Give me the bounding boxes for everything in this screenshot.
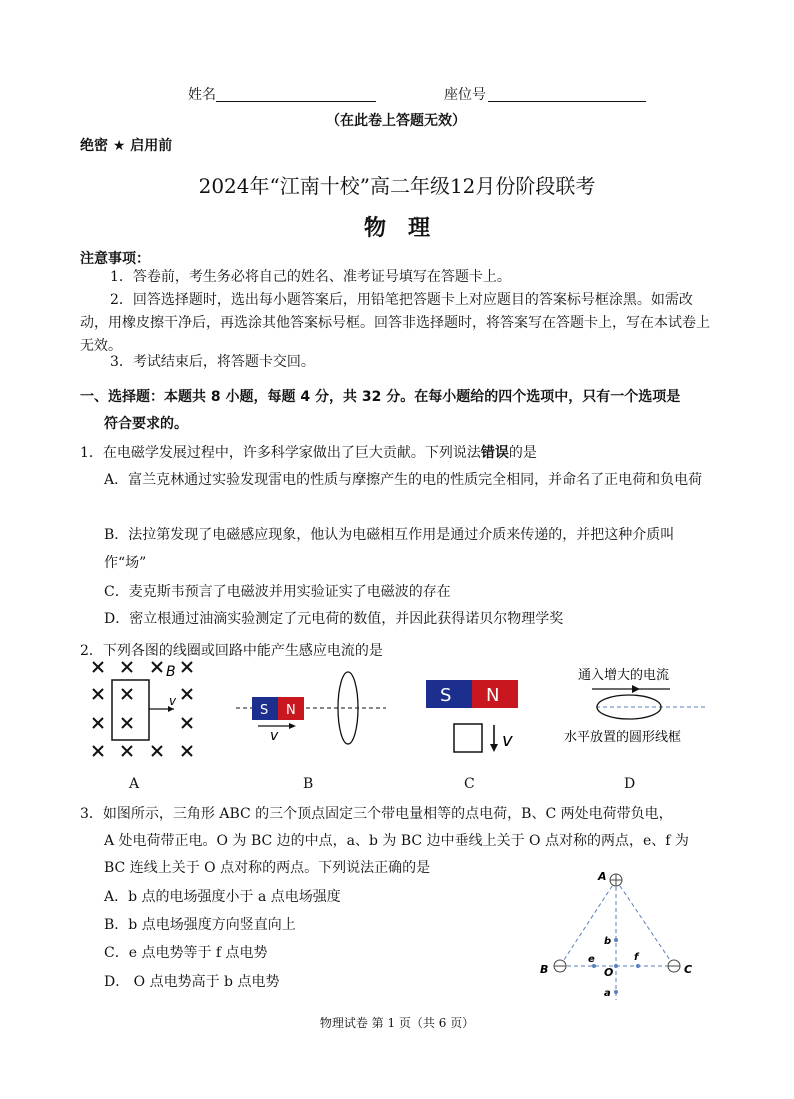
label-c-vertex: C — [684, 963, 693, 976]
magnet-n-label: N — [486, 685, 500, 706]
label-b-point: b — [604, 936, 612, 947]
q3-line-2: A 处电荷带正电。O 为 BC 边的中点，a、b 为 BC 边中垂线上关于 O 点对称的两点，e、f 为 — [104, 833, 689, 849]
label-a-point: a — [604, 988, 611, 999]
point-o-dot — [614, 964, 618, 968]
q3-triangle-figure — [530, 866, 710, 1001]
point-a-dot — [614, 990, 618, 994]
seat-blank — [488, 101, 646, 102]
point-b-dot — [614, 938, 618, 942]
name-label: 姓名 — [188, 87, 216, 103]
q3-option-a: A．b 点的电场强度小于 a 点电场强度 — [104, 889, 341, 905]
label-b-vertex: B — [540, 963, 549, 976]
q2-figure-b — [236, 670, 386, 750]
q2-caption-a: A — [129, 776, 140, 792]
velocity-v-label: v — [502, 730, 513, 751]
q3-line-3: BC 连线上关于 O 点对称的两点。下列说法正确的是 — [104, 860, 431, 876]
section-heading-line-1: 一、选择题：本题共 8 小题，每题 4 分，共 32 分。在每小题给的四个选项中，只有一个选项是 — [80, 389, 681, 405]
point-f-dot — [636, 964, 640, 968]
secret-mark: 绝密 ★ 启用前 — [80, 138, 173, 154]
notice-item-3: 3．考试结束后，将答题卡交回。 — [110, 354, 315, 370]
coil-loop — [454, 724, 482, 752]
field-crosses — [93, 662, 192, 756]
down-arrowhead — [490, 744, 498, 752]
page-footer: 物理试卷 第 1 页（共 6 页） — [319, 1016, 475, 1030]
q1-stem-suffix: 的是 — [508, 445, 537, 461]
notice-item-1: 1．答卷前，考生务必将自己的姓名、准考证号填写在答题卡上。 — [110, 269, 511, 285]
q1-stem — [80, 442, 537, 462]
label-f: f — [634, 952, 639, 963]
label-a-vertex: A — [598, 870, 607, 883]
q2-figure-d — [560, 663, 710, 747]
loop-label: 水平放置的圆形线框 — [564, 730, 682, 745]
notice-item-2: 2．回答选择题时，选出每小题答案后，用铅笔把答题卡上对应题目的答案标号框涂黑。如需改动，用橡皮擦干净后，再选涂其他答案标号框。回答非选择题时，将答案写在答题卡上，写在本试卷上无效。 — [80, 292, 710, 354]
q2-stem: 2．下列各图的线圈或回路中能产生感应电流的是 — [80, 643, 383, 659]
notice-heading: 注意事项： — [80, 251, 150, 267]
q2-caption-c: C — [464, 776, 475, 792]
magnet-velocity-arrowhead — [289, 723, 296, 729]
magnet-n-label: N — [286, 703, 296, 718]
label-e: e — [588, 954, 595, 965]
section-heading-line-2: 符合要求的。 — [104, 416, 188, 432]
q2-figure-a — [86, 658, 206, 768]
q1-stem-prefix: 1．在电磁学发展过程中，许多科学家做出了巨大贡献。下列说法 — [80, 445, 481, 461]
q2-caption-d: D — [624, 776, 636, 792]
subject-title: 物 理 — [363, 215, 430, 241]
q3-option-b: B．b 点电场强度方向竖直向上 — [104, 917, 296, 933]
q1-option-a: A．富兰克林通过实验发现雷电的性质与摩擦产生的电的性质完全相同，并命名了正电荷和负电荷 — [104, 472, 703, 488]
q1-stem-emphasis: 错误 — [480, 445, 509, 461]
q2-figure-c — [420, 678, 530, 758]
name-blank — [216, 101, 376, 102]
side-ac — [616, 880, 674, 966]
q1-option-c: C．麦克斯韦预言了电磁波并用实验证实了电磁波的存在 — [104, 584, 451, 600]
coil-loop — [112, 680, 149, 740]
q1-option-d: D．密立根通过油滴实验测定了元电荷的数值，并因此获得诺贝尔物理学奖 — [104, 611, 564, 627]
q1-option-b: B．法拉第发现了电磁感应现象，他认为电磁相互作用是通过介质来传递的，并把这种介质叫作“场” — [104, 527, 675, 571]
q3-line-1: 3．如图所示，三角形 ABC 的三个顶点固定三个带电量相等的点电荷，B、C 两处电荷带负电， — [80, 806, 673, 822]
invalid-note: （在此卷上答题无效） — [326, 113, 466, 129]
velocity-v-label: v — [169, 694, 177, 708]
label-o: O — [604, 966, 614, 979]
magnet-v-label: v — [270, 728, 279, 744]
exam-title: 2024年“江南十校”高二年级12月份阶段联考 — [198, 174, 596, 198]
current-arrowhead — [632, 685, 640, 693]
current-label: 通入增大的电流 — [578, 668, 670, 683]
seat-label: 座位号 — [444, 87, 486, 103]
magnet-s-label: S — [260, 703, 269, 718]
field-b-label: B — [166, 664, 176, 680]
q3-option-d: D． O 点电势高于 b 点电势 — [104, 974, 280, 990]
magnet-s-label: S — [440, 685, 452, 706]
q3-option-c: C．e 点电势等于 f 点电势 — [104, 945, 268, 961]
q2-caption-b: B — [303, 776, 314, 792]
